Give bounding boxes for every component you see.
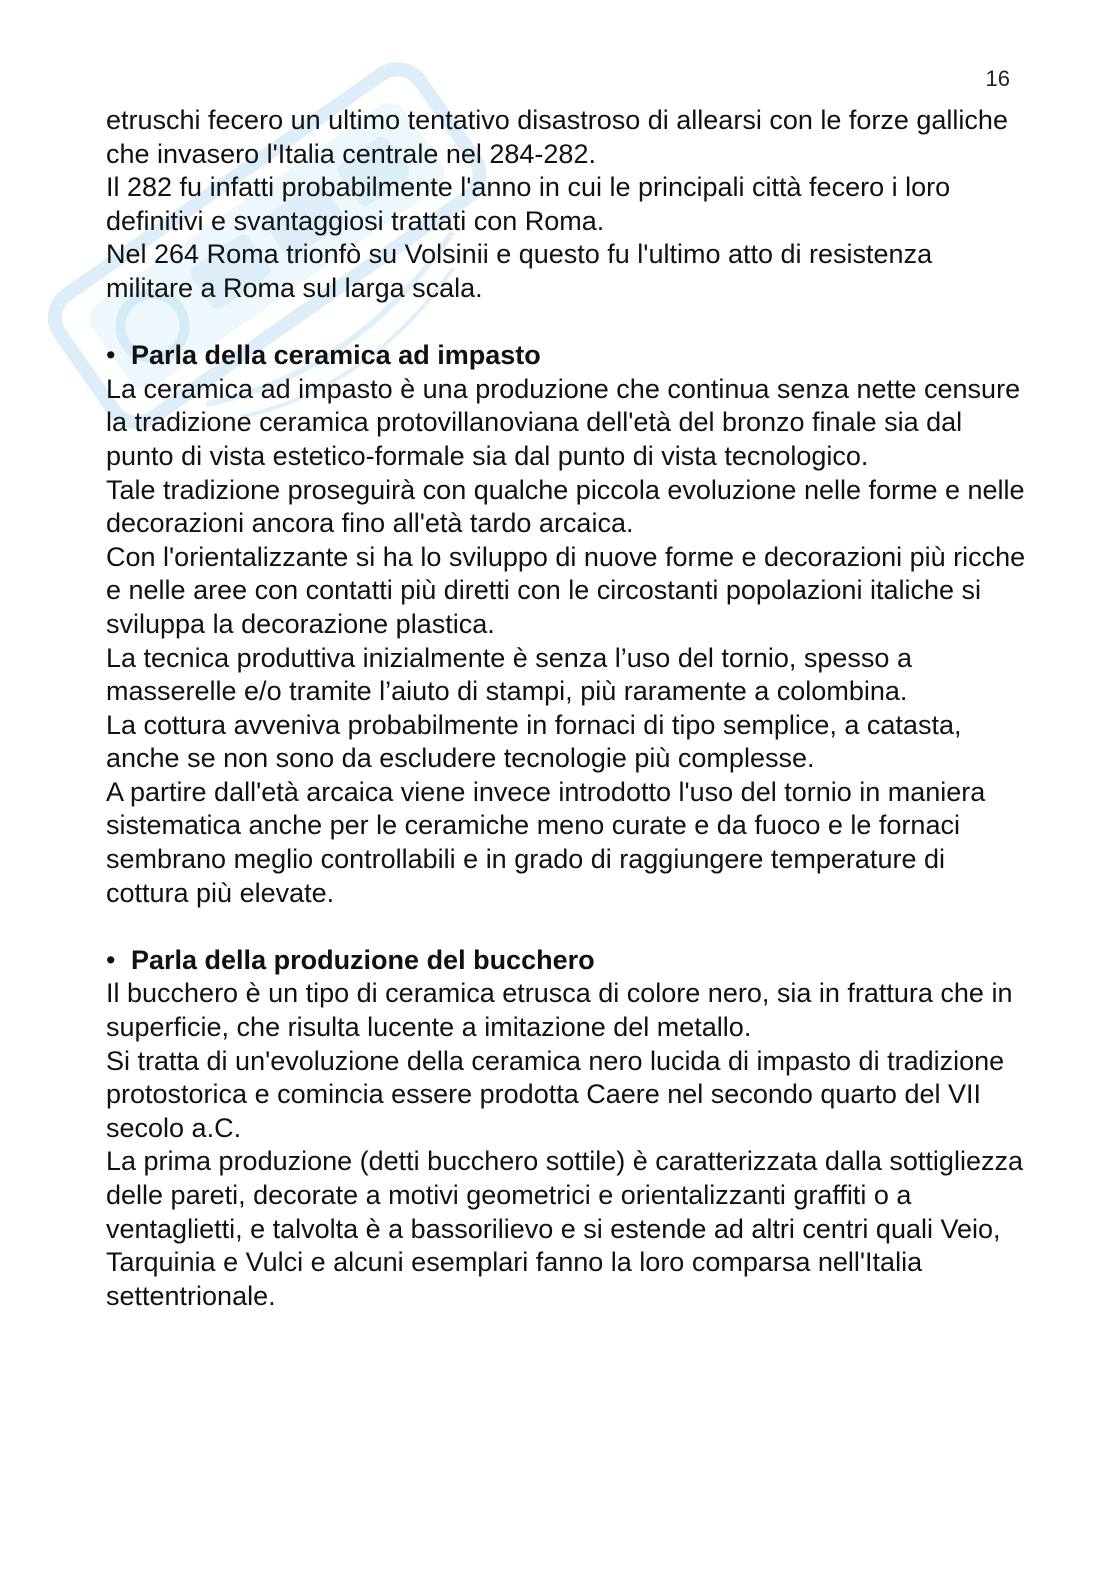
page-number: 16 [985,66,1010,91]
bullet-icon: • [106,340,116,371]
intro-paragraph: Nel 264 Roma trionfò su Volsinii e questo fu l'ultimo atto di resistenza militare a Roma sul larga scala. [106,239,933,303]
section-heading [106,944,1026,978]
section-title: Parla della produzione del bucchero [131,944,595,975]
section-bucchero [106,944,1026,1314]
section-title: Parla della ceramica ad impasto [131,340,541,371]
section-paragraph: A partire dall'età arcaica viene invece introdotto l'uso del tornio in maniera sistematica anche per le ceramiche meno curate e da fuoco e le fornaci sembrano meglio controllabili e in grado di raggiungere temperature di cottura più elevate. [106,776,986,908]
section-heading [106,339,1026,373]
intro-paragraph: Il 282 fu infatti probabilmente l'anno in cui le principali città fecero i loro definitivi e svantaggiosi trattati con Roma. [106,172,951,236]
section-paragraph: La ceramica ad impasto è una produzione che continua senza nette censure la tradizione ceramica protovillanoviana dell'età del bronzo finale sia dal punto di vista estetico-formale sia dal punto di vista tecnologico. [106,373,1021,471]
section-paragraph: Si tratta di un'evoluzione della ceramica nero lucida di impasto di tradizione protostorica e comincia essere prodotta Caere nel secondo quarto del VII secolo a.C. [106,1045,1005,1143]
section-paragraph: Il bucchero è un tipo di ceramica etrusca di colore nero, sia in frattura che in superficie, che risulta lucente a imitazione del metallo. [106,978,1013,1043]
section-paragraph: Tale tradizione proseguirà con qualche piccola evoluzione nelle forme e nelle decorazioni ancora fino all'età tardo arcaica. [106,474,1025,539]
intro-block [106,104,1026,306]
section-paragraph: La cottura avveniva probabilmente in fornaci di tipo semplice, a catasta, anche se non sono da escludere tecnologie più complesse. [106,709,962,774]
intro-paragraph: etruschi fecero un ultimo tentativo disastroso di allearsi con le forze galliche che invasero l'Italia centrale nel 284-282. [106,105,1008,169]
document-body [106,104,1026,1313]
section-paragraph: La tecnica produttiva inizialmente è senza l’uso del tornio, spesso a masserelle e/o tramite l’aiuto di stampi, più raramente a colombina. [106,642,912,707]
section-paragraph: La prima produzione (detti bucchero sottile) è caratterizzata dalla sottigliezza delle pareti, decorate a motivi geometrici e orientalizzanti graffiti o a ventaglietti, e talvolta è a bassorilievo e si estende ad altri centri quali Veio, Tarquinia e Vulci e alcuni esemplari fanno la loro comparsa nell'Italia settentrionale. [106,1146,1023,1311]
section-paragraph: Con l'orientalizzante si ha lo sviluppo di nuove forme e decorazioni più ricche e nelle aree con contatti più diretti con le circostanti popolazioni italiche si sviluppa la decorazione plastica. [106,541,1026,639]
section-ceramica-impasto [106,339,1026,910]
bullet-icon: • [106,944,116,975]
